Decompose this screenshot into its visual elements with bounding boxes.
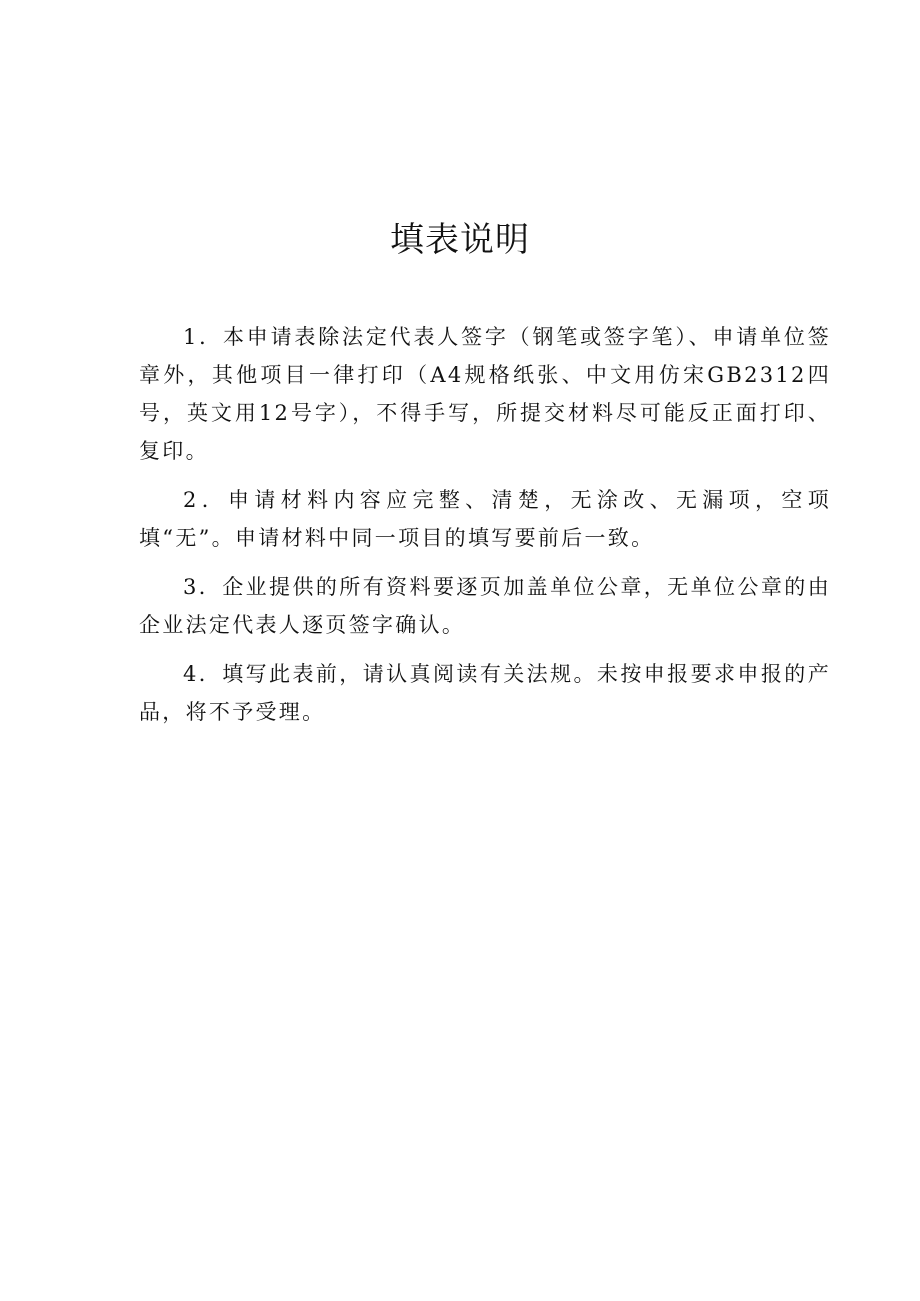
instruction-paragraph-2: 2．申请材料内容应完整、清楚，无涂改、无漏项，空项填“无”。申请材料中同一项目的填写要前后一致。 xyxy=(139,488,831,550)
instruction-paragraph-3: 3．企业提供的所有资料要逐页加盖单位公章，无单位公章的由企业法定代表人逐页签字确认。 xyxy=(139,575,831,637)
document-title: 填表说明 xyxy=(390,220,530,260)
instruction-paragraph-4: 4．填写此表前，请认真阅读有关法规。未按申报要求申报的产品，将不予受理。 xyxy=(139,662,831,724)
instructions-body xyxy=(139,318,831,742)
instruction-paragraph-1: 1．本申请表除法定代表人签字（钢笔或签字笔）、申请单位签章外，其他项目一律打印（A4规格纸张、中文用仿宋GB2312四号，英文用12号字），不得手写，所提交材料尽可能反正面打印、复印。 xyxy=(139,325,831,463)
